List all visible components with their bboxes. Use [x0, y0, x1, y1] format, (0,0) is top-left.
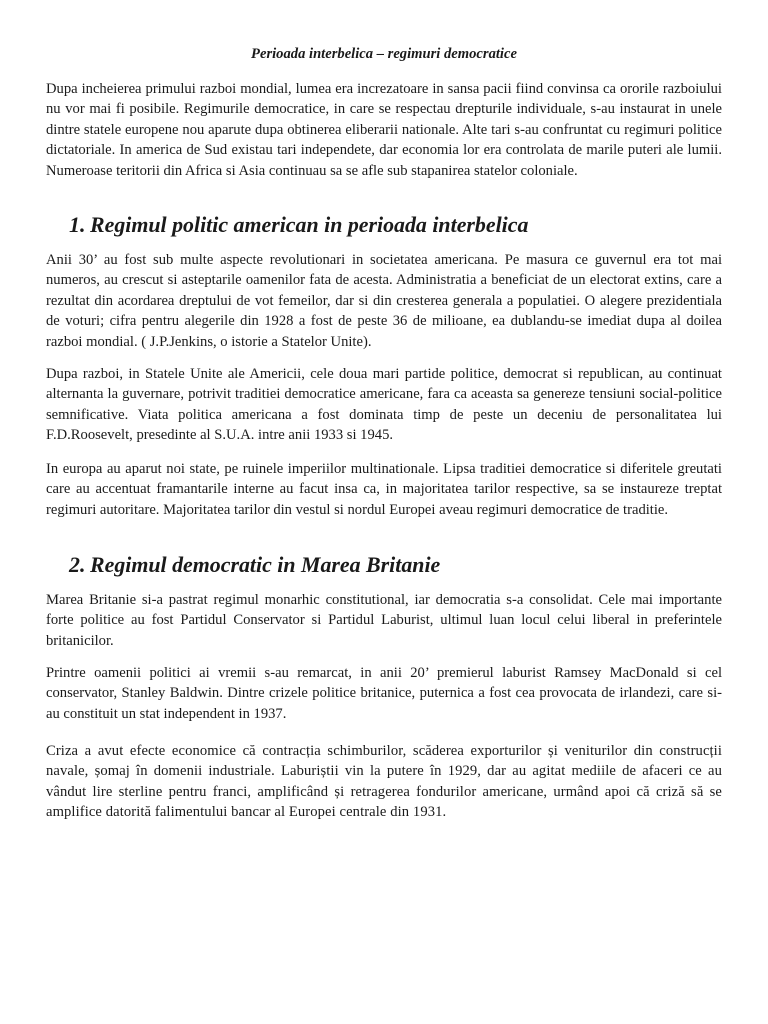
section-heading-text: Regimul politic american in perioada interbelica [90, 212, 529, 237]
section-heading-british-regime [69, 552, 719, 577]
section-heading-american-regime [69, 212, 719, 237]
section-1-paragraph-3: In europa au aparut noi state, pe ruinele imperiilor multinationale. Lipsa traditiei democratice si diferitele greutati care au accentuat framantarile interne au facut insa ca, in majoritatea tarilor respective, sa se instaureze treptat regimuri autoritare. Majoritatea tarilor din vestul si nordul Europei aveau regimuri democratice de traditie. [46, 461, 722, 518]
section-2-paragraph-3: Criza a avut efecte economice că contracția schimburilor, scăderea exporturilor și veniturilor din construcții navale, șomaj în domenii industriale. Laburiștii vin la putere în 1929, dar au agitat mediile de afaceri ce au vândut lire sterline pentru franci, amplificând și retragerea fondurilor americane, urmând apoi că criză să se amplifice datorită falimentului bancar al Europei centrale din 1931. [46, 743, 722, 821]
section-2-paragraph-2: Printre oamenii politici ai vremii s-au remarcat, in anii 20’ premierul laburist Ramsey MacDonald si cel conservator, Stanley Baldwin. Dintre crizele politice britanice, puternica a fost cea provocata de irlandezi, care si-au constituit un stat independent in 1937. [46, 665, 722, 722]
section-number: 2. [69, 552, 86, 577]
section-1-paragraph-1: Anii 30’ au fost sub multe aspecte revolutionari in societatea americana. Pe masura ce guvernul era tot mai numeros, au crescut si asteptarile oamenilor fata de acesta. Administratia a beneficiat de un electorat extins, care a rezultat din acordarea dreptului de vot femeilor, dar si din cresterea generala a populatiei. O alegere prezidentiala de voturi; cifra pentru alegerile din 1928 a fost de peste 36 de milioane, ea dublandu-se imediat dupa al doilea razboi mondial. ( J.P.Jenkins, o istorie a Statelor Unite). [46, 252, 722, 350]
section-2-paragraph-1: Marea Britanie si-a pastrat regimul monarhic constitutional, iar democratia s-a consolidat. Cele mai importante forte politice au fost Partidul Conservator si Partidul Laburist, ultimul luan locul celui liberal in preferintele britanicilor. [46, 592, 722, 649]
document-title: Perioada interbelica – regimuri democratice [251, 46, 517, 62]
intro-paragraph: Dupa incheierea primului razboi mondial, lumea era increzatoare in sansa pacii fiind convinsa ca ororile razboiului nu vor mai fi posibile. Regimurile democratice, in care se respectau drepturile individuale, s-au instaurat in unele dintre statele europene nou aparute dupa obtinerea eliberarii nationale. Alte tari s-au confruntat cu regimuri politice dictatoriale. In america de Sud existau tari independete, dar economia lor era controlata de marile puteri ale lumii. Numeroase teritorii din Africa si Asia continuau sa se afle sub stapanirea statelor coloniale. [46, 81, 722, 179]
section-1-paragraph-2: Dupa razboi, in Statele Unite ale Americii, cele doua mari partide politice, democrat si republican, au continuat alternanta la guvernare, potrivit traditiei democratice americane, fara ca aceasta sa genereze tensiuni social-politice semnificative. Viata politica americana a fost dominata timp de peste un deceniu de personalitatea lui F.D.Roosevelt, presedinte al S.U.A. intre anii 1933 si 1945. [46, 366, 722, 444]
section-heading-text: Regimul democratic in Marea Britanie [90, 552, 441, 577]
section-number: 1. [69, 212, 86, 237]
